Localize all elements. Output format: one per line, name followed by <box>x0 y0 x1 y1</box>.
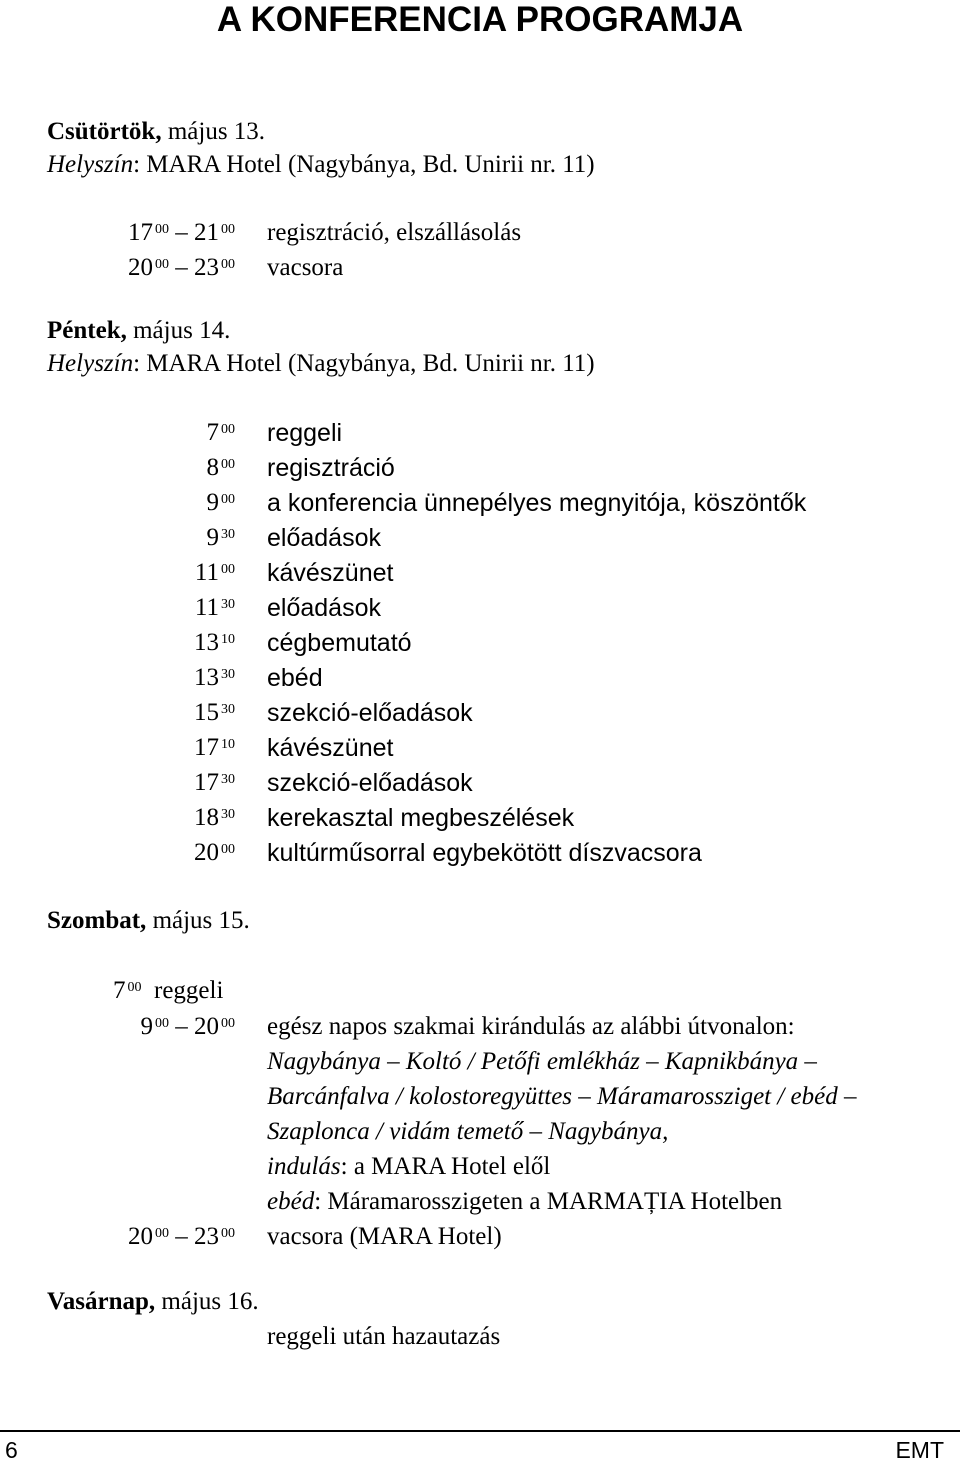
trip-route-line: Nagybánya – Koltó / Petőfi emlékház – Kapnikbánya – <box>267 1048 817 1075</box>
footer-divider <box>0 1430 960 1432</box>
schedule-item-text: regisztráció, elszállásolás <box>267 219 522 246</box>
time-range: 20 $^{00}$ – 23 $^{00}$ <box>128 254 235 281</box>
venue-thursday <box>47 150 595 180</box>
time: 17 $^{10}$ <box>194 734 235 761</box>
time: 15 $^{30}$ <box>194 699 235 726</box>
schedule-item-text: a konferencia ünnepélyes megnyitója, köszöntők <box>267 489 807 517</box>
schedule-item-text: előadások <box>267 594 381 622</box>
venue-label: Helyszín <box>47 151 134 178</box>
time-range: 20 $^{00}$ – 23 $^{00}$ <box>128 1223 235 1250</box>
trip-route-line: Szaplonca / vidám temető – Nagybánya, <box>267 1118 669 1145</box>
time: 20 $^{00}$ <box>194 839 235 866</box>
schedule-item-text: szekció-előadások <box>267 699 473 727</box>
time: 13 $^{10}$ <box>194 629 235 656</box>
trip-route-line: Barcánfalva / kolostoregyüttes – Máramarossziget / ebéd – <box>267 1083 857 1110</box>
time: 7 $^{00}$ <box>206 419 235 446</box>
page-number: 6 <box>5 1437 18 1463</box>
schedule-item-text: ebéd <box>267 664 323 692</box>
time: 9 $^{00}$ <box>206 489 235 516</box>
time: 11 $^{00}$ <box>194 559 235 586</box>
time: 13 $^{30}$ <box>194 664 235 691</box>
venue-label: Helyszín <box>47 350 134 377</box>
schedule-item-text: vacsora <box>267 254 344 281</box>
day-date: május 14. <box>133 317 231 344</box>
trip-departure: indulás: a MARA Hotel elől <box>267 1153 551 1180</box>
venue-text: : MARA Hotel (Nagybánya, Bd. Unirii nr. 11) <box>133 350 595 377</box>
schedule-item-text: regisztráció <box>267 454 395 482</box>
schedule-item-text: cégbemutató <box>267 629 412 657</box>
day-heading-sunday <box>47 1287 259 1317</box>
schedule-item-text: kávészünet <box>267 559 394 587</box>
time-range: 9 $^{00}$ – 20 $^{00}$ <box>140 1013 235 1040</box>
schedule-item-text: kerekasztal megbeszélések <box>267 804 575 832</box>
time: 8 $^{00}$ <box>206 454 235 481</box>
day-name: Csütörtök, <box>47 118 162 145</box>
trip-lunch: ebéd: Máramarosszigeten a MARMAȚIA Hotelben <box>267 1188 783 1215</box>
day-name: Szombat, <box>47 907 147 934</box>
time: 18 $^{30}$ <box>194 804 235 831</box>
day-heading-friday <box>47 316 230 346</box>
schedule-item-text: reggeli után hazautazás <box>267 1323 501 1350</box>
page-title: A KONFERENCIA PROGRAMJA <box>216 0 744 39</box>
schedule-item-breakfast: 7 $^{00}$ reggeli <box>113 977 224 1004</box>
time: 11 $^{30}$ <box>194 594 235 621</box>
schedule-item-text: kávészünet <box>267 734 394 762</box>
footer-label: EMT <box>895 1437 944 1463</box>
day-heading-saturday <box>47 906 250 936</box>
schedule-item-text: reggeli <box>267 419 343 447</box>
time-range: 17 $^{00}$ – 21 $^{00}$ <box>128 219 235 246</box>
day-name: Péntek, <box>47 317 127 344</box>
time: 17 $^{30}$ <box>194 769 235 796</box>
schedule-item-text: szekció-előadások <box>267 769 473 797</box>
schedule-item-text: előadások <box>267 524 381 552</box>
day-date: május 16. <box>161 1288 259 1315</box>
day-name: Vasárnap, <box>47 1288 156 1315</box>
trip-description: egész napos szakmai kirándulás az alábbi útvonalon: <box>267 1013 795 1040</box>
schedule-item-text: vacsora (MARA Hotel) <box>267 1223 502 1250</box>
day-date: május 15. <box>152 907 250 934</box>
venue-friday <box>47 349 595 379</box>
day-heading-thursday <box>47 117 265 147</box>
time: 9 $^{30}$ <box>206 524 235 551</box>
schedule-item-text: kultúrműsorral egybekötött díszvacsora <box>267 839 702 867</box>
venue-text: : MARA Hotel (Nagybánya, Bd. Unirii nr. 11) <box>133 151 595 178</box>
day-date: május 13. <box>167 118 266 145</box>
